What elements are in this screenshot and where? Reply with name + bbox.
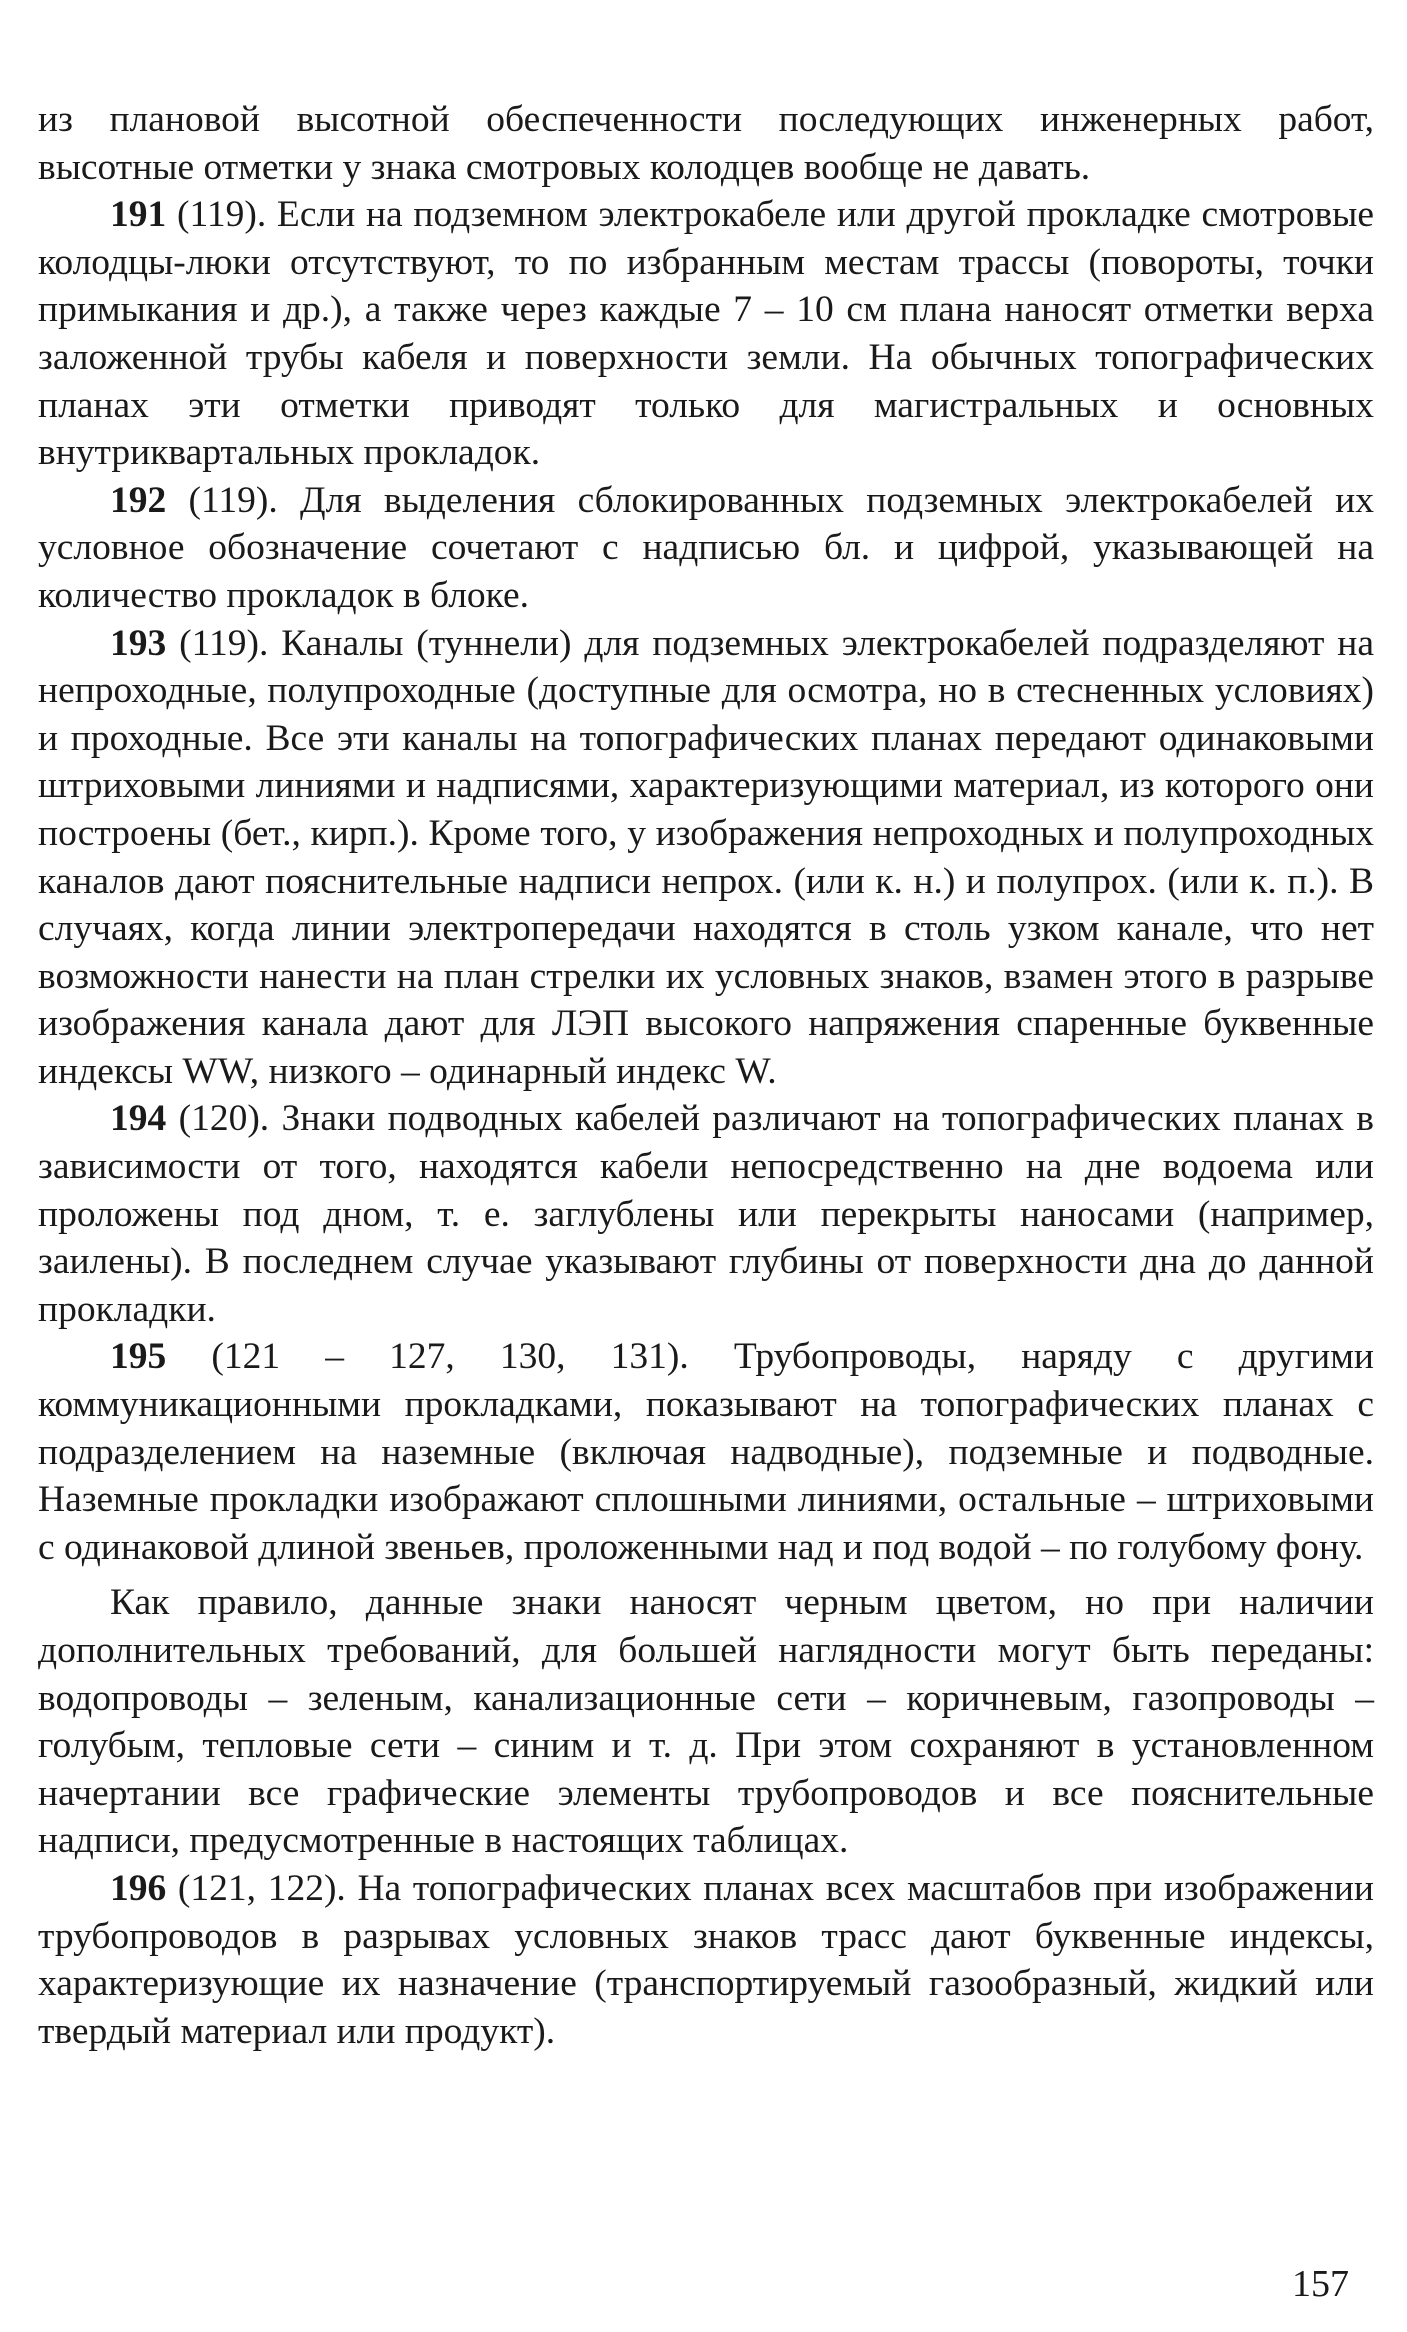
paragraph-color-note xyxy=(38,1579,1374,1865)
paragraph-text: (121 – 127, 130, 131). Трубопроводы, наряду с другими коммуникационными прокладками, показывают на топографических планах с подразделением на наземные (включая надводные), подземные и подводные. Наземные прокладки изображают сплошными линиями, остальные – штриховыми с одинаковой длиной звеньев, проложенными над и под водой – по голубому фону. xyxy=(38,1336,1374,1568)
item-number: 192 xyxy=(110,479,167,521)
item-number: 191 xyxy=(110,194,167,236)
paragraph-191 xyxy=(38,191,1374,477)
item-number: 196 xyxy=(110,1867,167,1909)
paragraph-continuation xyxy=(38,96,1374,191)
paragraph-195 xyxy=(38,1333,1374,1571)
page-number: 157 xyxy=(1292,2263,1349,2305)
paragraph-text: Как правило, данные знаки наносят черным цветом, но при наличии дополнительных требований, для большей наглядности могут быть переданы: водопроводы – зеленым, канализационные сети – коричневым, газопроводы – голубым, тепловые сети – синим и т. д. При этом сохраняют в установленном начертании все графические элементы трубопроводов и все пояснительные надписи, предусмотренные в настоящих таблицах. xyxy=(38,1582,1374,1862)
paragraph-text: (121, 122). На топографических планах всех масштабов при изображении трубопроводов в разрывах условных знаков трасс дают буквенные индексы, характеризующие их назначение (транспортируемый газообразный, жидкий или твердый материал или продукт). xyxy=(38,1867,1374,2052)
paragraph-text: из плановой высотной обеспеченности последующих инженерных работ, высотные отметки у знака смотровых колодцев вообще не давать. xyxy=(38,99,1374,188)
paragraph-196 xyxy=(38,1865,1374,2055)
paragraph-194 xyxy=(38,1095,1374,1333)
paragraph-192 xyxy=(38,477,1374,620)
item-number: 193 xyxy=(110,622,167,664)
paragraph-text: (119). Для выделения сблокированных подземных электрокабелей их условное обозначение сочетают с надписью бл. и цифрой, указывающей на количество прокладок в блоке. xyxy=(38,479,1374,616)
paragraph-text: (119). Если на подземном электрокабеле или другой прокладке смотровые колодцы-люки отсутствуют, то по избранным местам трассы (повороты, точки примыкания и др.), а также через каждые 7 – 10 см плана наносят отметки верха заложенной трубы кабеля и поверхности земли. На обычных топографических планах эти отметки приводят только для магистральных и основных внутриквартальных прокладок. xyxy=(38,194,1374,474)
paragraph-193 xyxy=(38,620,1374,1096)
item-number: 194 xyxy=(110,1098,167,1140)
paragraph-text: (120). Знаки подводных кабелей различают на топографических планах в зависимости от того, находятся кабели непосредственно на дне водоема или проложены под дном, т. е. заглублены или перекрыты наносами (например, заилены). В последнем случае указывают глубины от поверхности дна до данной прокладки. xyxy=(38,1098,1374,1330)
item-number: 195 xyxy=(110,1336,167,1378)
page-body xyxy=(38,96,1374,2055)
paragraph-text: (119). Каналы (туннели) для подземных электрокабелей подразделяют на непроходные, полупроходные (доступные для осмотра, но в стесненных условиях) и проходные. Все эти каналы на топографических планах передают одинаковыми штриховыми линиями и надписями, характеризующими материал, из которого они построены (бет., кирп.). Кроме того, у изображения непроходных и полупроходных каналов дают пояснительные надписи непрох. (или к. н.) и полупрох. (или к. п.). В случаях, когда линии электропередачи находятся в столь узком канале, что нет возможности нанести на план стрелки их условных знаков, взамен этого в разрыве изображения канала дают для ЛЭП высокого напряжения спаренные буквенные индексы WW, низкого – одинарный индекс W. xyxy=(38,622,1374,1092)
